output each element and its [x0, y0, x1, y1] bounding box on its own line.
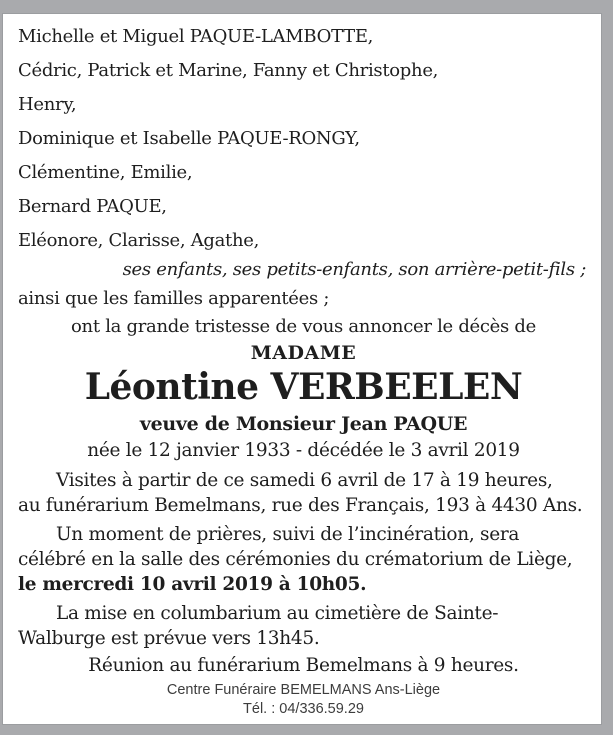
- family-line: Michelle et Miguel PAQUE-LAMBOTTE,: [18, 26, 374, 47]
- family-line: Eléonore, Clarisse, Agathe,: [18, 230, 260, 251]
- announcement-line: ont la grande tristesse de vous annoncer le décès de: [71, 316, 536, 337]
- family-line: Bernard PAQUE,: [18, 196, 167, 217]
- family-line: Henry,: [18, 94, 77, 115]
- family-line: Clémentine, Emilie,: [18, 162, 193, 183]
- ceremony-datetime: le mercredi 10 avril 2019 à 10h05.: [18, 574, 367, 595]
- family-line: Dominique et Isabelle PAQUE-RONGY,: [18, 128, 360, 149]
- columbarium-paragraph: [18, 601, 589, 651]
- birth-death-dates: née le 12 janvier 1933 - décédée le 3 avril 2019: [87, 440, 520, 461]
- deceased-name: Léontine VERBEELEN: [84, 366, 523, 408]
- visits-paragraph: [18, 468, 589, 518]
- ceremony-paragraph: [18, 522, 589, 597]
- visits-line: au funérarium Bemelmans, rue des Français, 193 à 4430 Ans.: [18, 495, 583, 516]
- ceremony-line: Un moment de prières, suivi de l’incinération, sera: [56, 524, 520, 545]
- visits-line: Visites à partir de ce samedi 6 avril de 17 à 19 heures,: [56, 470, 553, 491]
- family-lines: [18, 20, 589, 258]
- related-families-line: ainsi que les familles apparentées ;: [18, 288, 330, 309]
- family-line: Cédric, Patrick et Marine, Fanny et Christophe,: [18, 60, 439, 81]
- relation-line: ses enfants, ses petits-enfants, son arrière-petit-fils ;: [122, 259, 586, 280]
- funeral-home-footer: [18, 681, 589, 719]
- widow-line: veuve de Monsieur Jean PAQUE: [139, 413, 468, 435]
- columbarium-line: La mise en columbarium au cimetière de Sainte-: [56, 603, 499, 624]
- death-notice-card: [2, 13, 602, 725]
- columbarium-line: Walburge est prévue vers 13h45.: [18, 628, 320, 649]
- ceremony-line: célébré en la salle des cérémonies du crématorium de Liège,: [18, 549, 573, 570]
- funeral-home-name: Centre Funéraire BEMELMANS Ans-Liège: [166, 682, 441, 698]
- funeral-home-phone: Tél. : 04/336.59.29: [243, 701, 364, 717]
- reunion-line: Réunion au funérarium Bemelmans à 9 heures.: [88, 655, 519, 676]
- honorific-title: MADAME: [250, 342, 357, 364]
